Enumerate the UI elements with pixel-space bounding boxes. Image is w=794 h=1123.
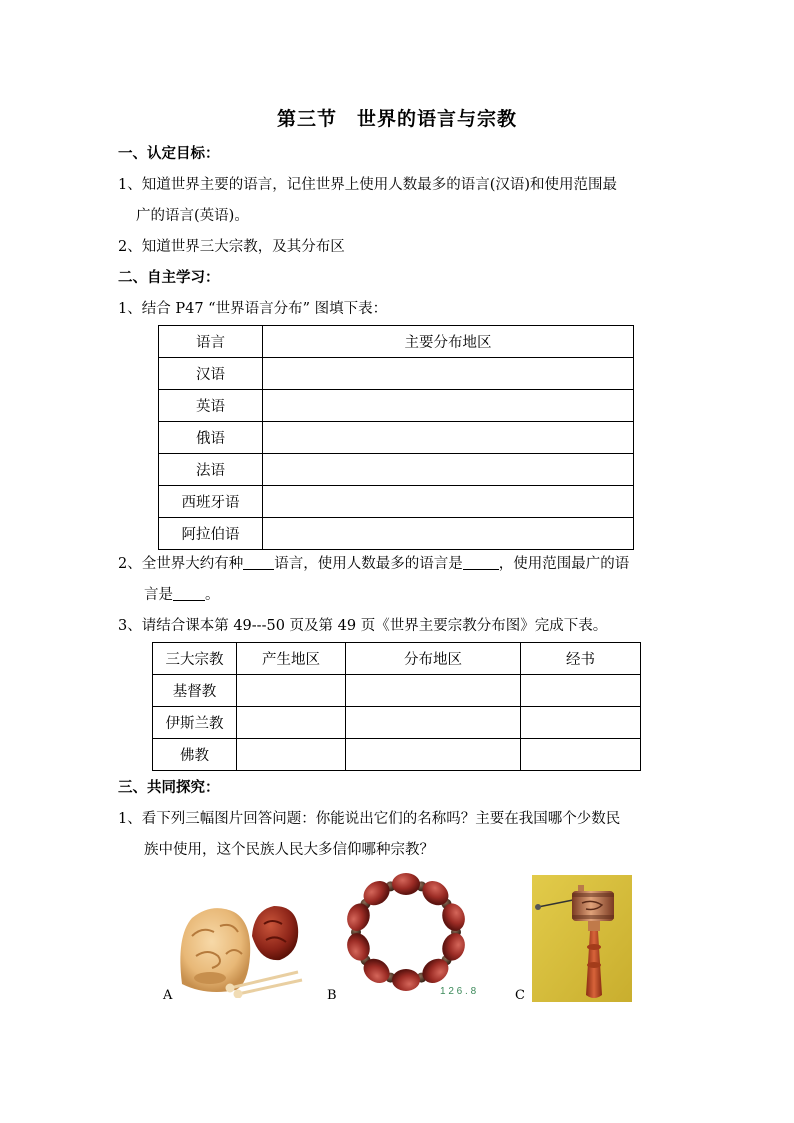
question-2-2-line-2 bbox=[144, 584, 220, 606]
table-header-row bbox=[159, 326, 634, 358]
table-row bbox=[153, 707, 641, 739]
header-distribution: 分布地区 bbox=[346, 643, 521, 675]
table-row bbox=[159, 390, 634, 422]
answer-cell[interactable] bbox=[237, 739, 346, 771]
religion-table bbox=[152, 642, 641, 771]
question-2-3: 3、请结合课本第 49---50 页及第 49 页《世界主要宗教分布图》完成下表。 bbox=[118, 618, 608, 634]
header-origin: 产生地区 bbox=[237, 643, 346, 675]
question-2-2-line-1 bbox=[118, 553, 629, 575]
q2-text-1: 2、全世界大约有种 bbox=[118, 556, 244, 572]
table-row bbox=[159, 454, 634, 486]
question-3-1-line-2: 族中使用，这个民族人民大多信仰哪种宗教？ bbox=[144, 842, 434, 858]
answer-cell[interactable] bbox=[237, 675, 346, 707]
answer-cell[interactable] bbox=[521, 707, 641, 739]
table-row bbox=[159, 486, 634, 518]
language-table bbox=[158, 325, 634, 550]
picture-label-a: A bbox=[163, 988, 173, 1003]
answer-cell[interactable] bbox=[263, 390, 634, 422]
answer-cell[interactable] bbox=[263, 486, 634, 518]
q2-text-4: 言是 bbox=[144, 587, 173, 603]
red-bead bbox=[392, 873, 420, 895]
blank-widest-used[interactable] bbox=[173, 585, 205, 601]
answer-cell[interactable] bbox=[346, 707, 521, 739]
answer-cell[interactable] bbox=[346, 739, 521, 771]
prayer-beads-picture bbox=[336, 866, 476, 1002]
answer-cell[interactable] bbox=[263, 518, 634, 550]
picture-label-b: B bbox=[327, 988, 337, 1003]
blank-language-count[interactable] bbox=[243, 554, 274, 570]
answer-cell[interactable] bbox=[263, 422, 634, 454]
answer-cell[interactable] bbox=[237, 707, 346, 739]
q2-text-3: ，使用范围最广的语 bbox=[498, 556, 630, 572]
goal-2: 2、知道世界三大宗教，及其分布区 bbox=[118, 239, 345, 255]
row-language: 俄语 bbox=[159, 422, 263, 454]
header-religion: 三大宗教 bbox=[153, 643, 237, 675]
section-1-heading: 一、认定目标： bbox=[118, 145, 220, 162]
section-3-heading: 三、共同探究： bbox=[118, 779, 220, 796]
table-header-row bbox=[153, 643, 641, 675]
answer-cell[interactable] bbox=[346, 675, 521, 707]
row-language: 西班牙语 bbox=[159, 486, 263, 518]
table-row bbox=[159, 358, 634, 390]
header-language: 语言 bbox=[159, 326, 263, 358]
table-row bbox=[159, 422, 634, 454]
answer-cell[interactable] bbox=[521, 739, 641, 771]
goal-1-line-1: 1、知道世界主要的语言，记住世界上使用人数最多的语言(汉语)和使用范围最 bbox=[118, 177, 618, 193]
page-title: 第三节 世界的语言与宗教 bbox=[276, 108, 517, 130]
row-religion: 基督教 bbox=[153, 675, 237, 707]
q2-text-2: 语言，使用人数最多的语言是 bbox=[274, 556, 463, 572]
header-region: 主要分布地区 bbox=[263, 326, 634, 358]
table-row bbox=[153, 739, 641, 771]
row-language: 阿拉伯语 bbox=[159, 518, 263, 550]
answer-cell[interactable] bbox=[263, 454, 634, 486]
red-bead bbox=[392, 969, 420, 991]
row-religion: 伊斯兰教 bbox=[153, 707, 237, 739]
question-3-1-line-1: 1、看下列三幅图片回答问题：你能说出它们的名称吗？主要在我国哪个少数民 bbox=[118, 811, 621, 827]
question-2-1: 1、结合 P47 “世界语言分布” 图填下表： bbox=[118, 301, 388, 317]
row-religion: 佛教 bbox=[153, 739, 237, 771]
picture-label-c: C bbox=[515, 988, 525, 1003]
table-row bbox=[159, 518, 634, 550]
wooden-fish-picture bbox=[172, 896, 308, 998]
blank-most-spoken[interactable] bbox=[463, 554, 499, 570]
answer-cell[interactable] bbox=[263, 358, 634, 390]
row-language: 法语 bbox=[159, 454, 263, 486]
row-language: 英语 bbox=[159, 390, 263, 422]
answer-cell[interactable] bbox=[521, 675, 641, 707]
prayer-wheel-picture bbox=[532, 875, 632, 1002]
table-row bbox=[153, 675, 641, 707]
header-scripture: 经书 bbox=[521, 643, 641, 675]
section-2-heading: 二、自主学习： bbox=[118, 269, 220, 286]
row-language: 汉语 bbox=[159, 358, 263, 390]
q2-text-5: 。 bbox=[205, 587, 220, 603]
beads-caption: 1 2 6 . 8 bbox=[440, 986, 476, 997]
goal-1-line-2: 广的语言(英语)。 bbox=[136, 208, 249, 224]
